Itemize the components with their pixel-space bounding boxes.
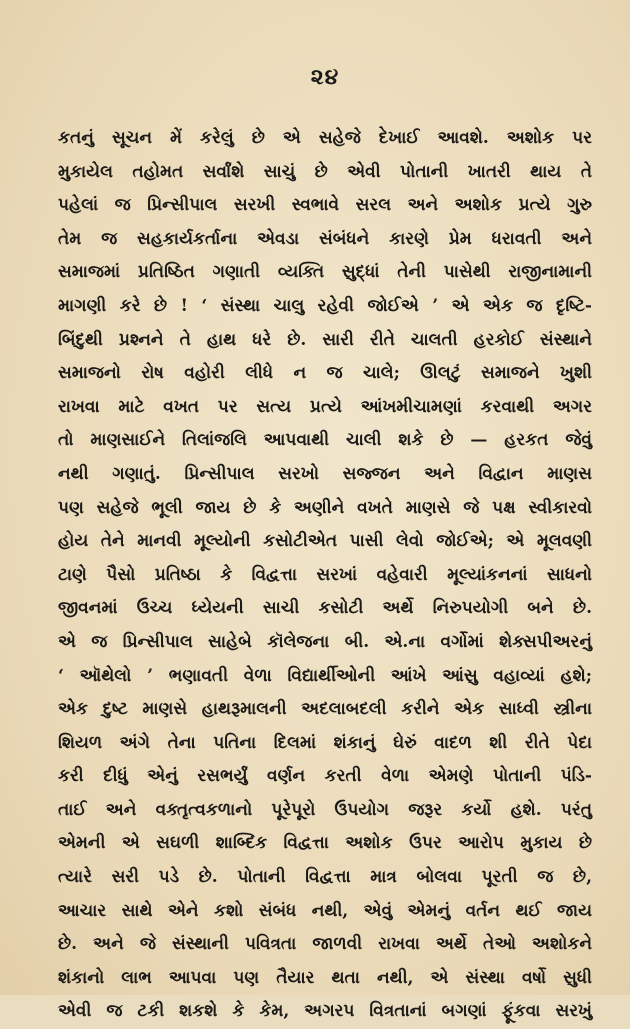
text-line: કરી દીધું એનું રસભર્યું વર્ણન કરતી વેળા એમણે પોતાની પંડિ-: [58, 766, 592, 787]
text-line: શંકાનો લાભ આપવા પણ તૈયાર થતા નથી, એ સંસ્થા વર્ષો સુધી: [58, 967, 592, 988]
text-line: મુકાયેલ તહોમત સર્વાંશે સાચું છે એવી પોતાની ખાતરી થાય તે: [58, 161, 592, 182]
text-line: રાખવા માટે વખત પર સત્ય પ્રત્યે આંખમીચામણાં કરવાથી અગર: [58, 396, 592, 417]
text-line: એવી જ ટકી શકશે કે કેમ, અગરપ વિત્રતાનાં બગણાં ફૂંકવા સરખું: [58, 1001, 592, 1022]
text-line: શિયળ અંગે તેના પતિના દિલમાં શંકાનું ઘેરું વાદળ શી રીતે પેદા: [58, 732, 592, 753]
text-line: જીવનમાં ઉચ્ચ ધ્યેયની સાચી કસોટી અર્થે નિરુપયોગી બને છે.: [58, 598, 592, 619]
text-line: કતનું સૂચન મેં કરેલું છે એ સહેજે દેખાઈ આવશે. અશોક પર: [58, 128, 592, 148]
text-line: માગણી કરે છે ! ‘ સંસ્થા ચાલુ રહેવી જોઈએ ’ એ એક જ દૃષ્ટિ-: [58, 295, 592, 316]
text-line: સમાજમાં પ્રતિષ્ઠિત ગણાતી વ્યક્તિ સુદ્ધાં તેની પાસેથી રાજીનામાની: [58, 262, 592, 283]
text-line: ત્યારે સરી પડે છે. પોતાની વિદ્વત્તા માત્ર બોલવા પૂરતી જ છે,: [58, 867, 592, 888]
text-line: ‘ ઑથેલો ’ ભણાવતી વેળા વિદ્યાર્થીઓની આંખે આંસુ વહાવ્યાં હશે;: [58, 665, 592, 686]
text-line: એમની એ સઘળી શાબ્દિક વિદ્વત્તા અશોક ઉપર આરોપ મુકાય છે: [58, 833, 592, 854]
text-line: તો માણસાઈને તિલાંજલિ આપવાથી ચાલી શકે છે — હરકત જેવું: [58, 430, 592, 451]
page-number: ૨૪: [310, 64, 340, 90]
body-text: [58, 122, 592, 1029]
text-line: આચાર સાથે એને કશો સંબંધ નથી, એવું એમનું વર્તન થઈ જાય: [58, 900, 592, 921]
text-line: સમાજનો રોષ વહોરી લીધે ન જ ચાલે; ઊલટું સમાજને ખુશી: [58, 363, 592, 384]
text-line: તાઈ અને વક્તૃત્વકળાનો પૂરેપૂરો ઉપયોગ જરૂર કર્યો હશે. પરંતુ: [58, 799, 592, 820]
text-line: એક દુષ્ટ માણસે હાથરૂમાલની અદલાબદલી કરીને એક સાધ્વી સ્ત્રીના: [58, 699, 592, 720]
text-line: એ જ પ્રિન્સીપાલ સાહેબે કૉલેજના બી. એ.ના વર્ગોમાં શેક્સપીઅરનું: [58, 631, 592, 652]
text-line: હોય તેને માનવી મૂલ્યોની કસોટીએત પાસી લેવો જોઈએ; એ મૂલવણી: [58, 531, 592, 552]
text-line: નથી ગણાતું. પ્રિન્સીપાલ સરખો સજ્જન અને વિદ્વાન માણસ: [58, 463, 592, 484]
text-line: પહેલાં જ પ્રિન્સીપાલ સરખી સ્વભાવે સરલ અને અશોક પ્રત્યે ગુરુ: [58, 195, 592, 216]
text-line: તેમ જ સહકાર્યકર્તાના એવડા સંબંધને કારણે પ્રેમ ધરાવતી અને: [58, 228, 592, 249]
text-line: પણ સહેજે ભૂલી જાય છે કે અણીને વખતે માણસે જે પક્ષ સ્વીકારવો: [58, 497, 592, 518]
text-line: ટાણે પૈસો પ્રતિષ્ઠા કે વિદ્વત્તા સરખાં વહેવારી મૂલ્યાંકનનાં સાધનો: [58, 564, 592, 585]
text-line: બિંદુથી પ્રશ્નને તે હાથ ધરે છે. સારી રીતે ચાલતી હરકોઈ સંસ્થાને: [58, 329, 592, 350]
text-line: છે. અને જે સંસ્થાની પવિત્રતા જાળવી રાખવા અર્થે તેઓ અશોકને: [58, 934, 592, 955]
